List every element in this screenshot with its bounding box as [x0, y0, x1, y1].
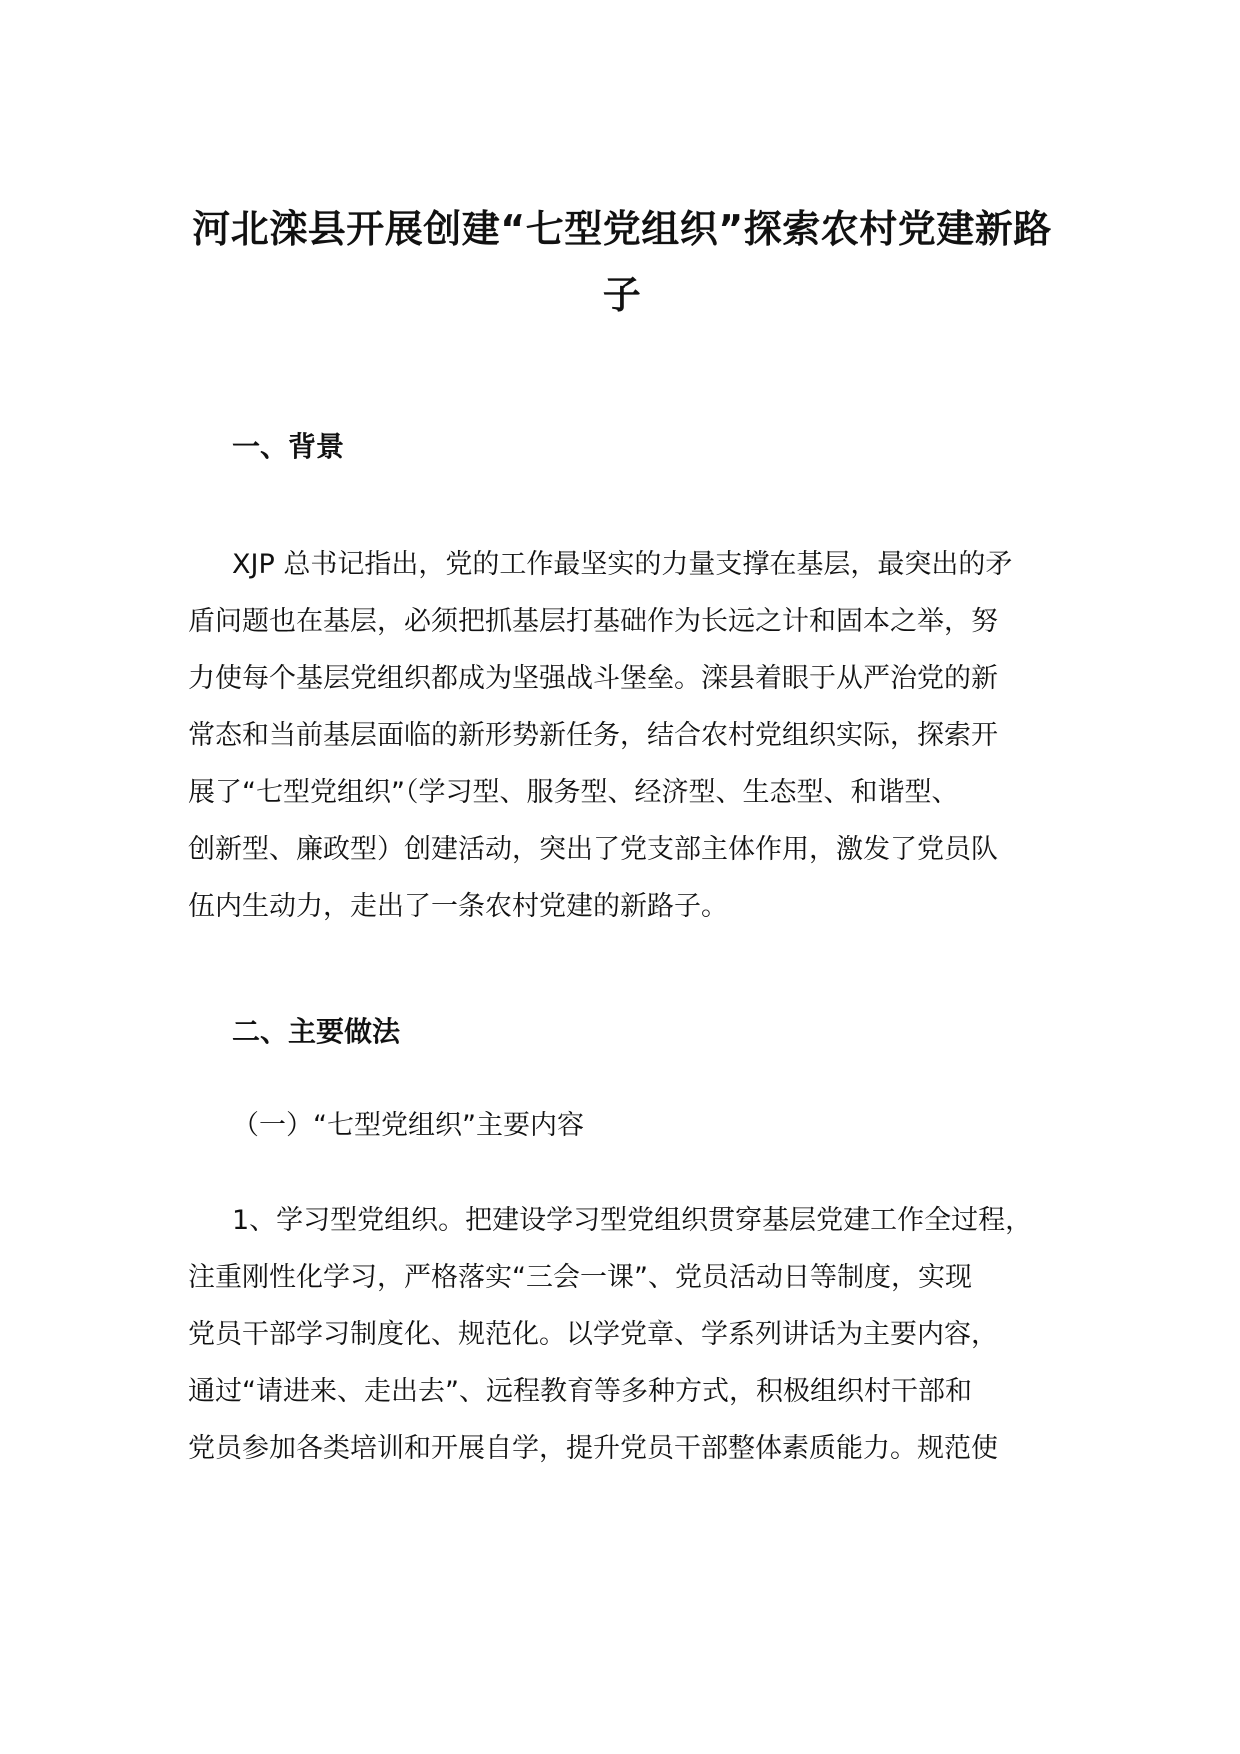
background-paragraph-line: 盾问题也在基层，必须把抓基层打基础作为长远之计和固本之举，努 [188, 606, 998, 637]
section-heading-main-practices: 二、主要做法 [232, 1015, 401, 1048]
subsection-heading-contents: （一）“七型党组织”主要内容 [232, 1110, 584, 1141]
document-title [180, 196, 1064, 328]
background-paragraph-line: 力使每个基层党组织都成为坚强战斗堡垒。滦县着眼于从严治党的新 [188, 663, 998, 694]
background-paragraph-line: 伍内生动力，走出了一条农村党建的新路子。 [188, 891, 728, 922]
learning-type-paragraph-line: 注重刚性化学习，严格落实“三会一课”、党员活动日等制度，实现 [188, 1262, 972, 1293]
learning-type-paragraph-line: 党员干部学习制度化、规范化。以学党章、学系列讲话为主要内容， [188, 1319, 998, 1350]
background-paragraph-line: XJP 总书记指出，党的工作最坚实的力量支撑在基层，最突出的矛 [232, 549, 1013, 580]
learning-type-paragraph-line: 通过“请进来、走出去”、远程教育等多种方式，积极组织村干部和 [188, 1376, 972, 1407]
title-line-2: 子 [602, 273, 642, 317]
learning-type-paragraph-line: 1、学习型党组织。把建设学习型党组织贯穿基层党建工作全过程， [232, 1205, 1033, 1236]
learning-type-paragraph-line: 党员参加各类培训和开展自学，提升党员干部整体素质能力。规范使 [188, 1433, 998, 1464]
background-paragraph-line: 创新型、廉政型）创建活动，突出了党支部主体作用，激发了党员队 [188, 834, 998, 865]
background-paragraph-line: 展了“七型党组织”（学习型、服务型、经济型、生态型、和谐型、 [188, 777, 959, 808]
title-line-1: 河北滦县开展创建“七型党组织”探索农村党建新路 [192, 207, 1052, 251]
background-paragraph-line: 常态和当前基层面临的新形势新任务，结合农村党组织实际，探索开 [188, 720, 998, 751]
section-heading-background: 一、背景 [232, 430, 345, 463]
